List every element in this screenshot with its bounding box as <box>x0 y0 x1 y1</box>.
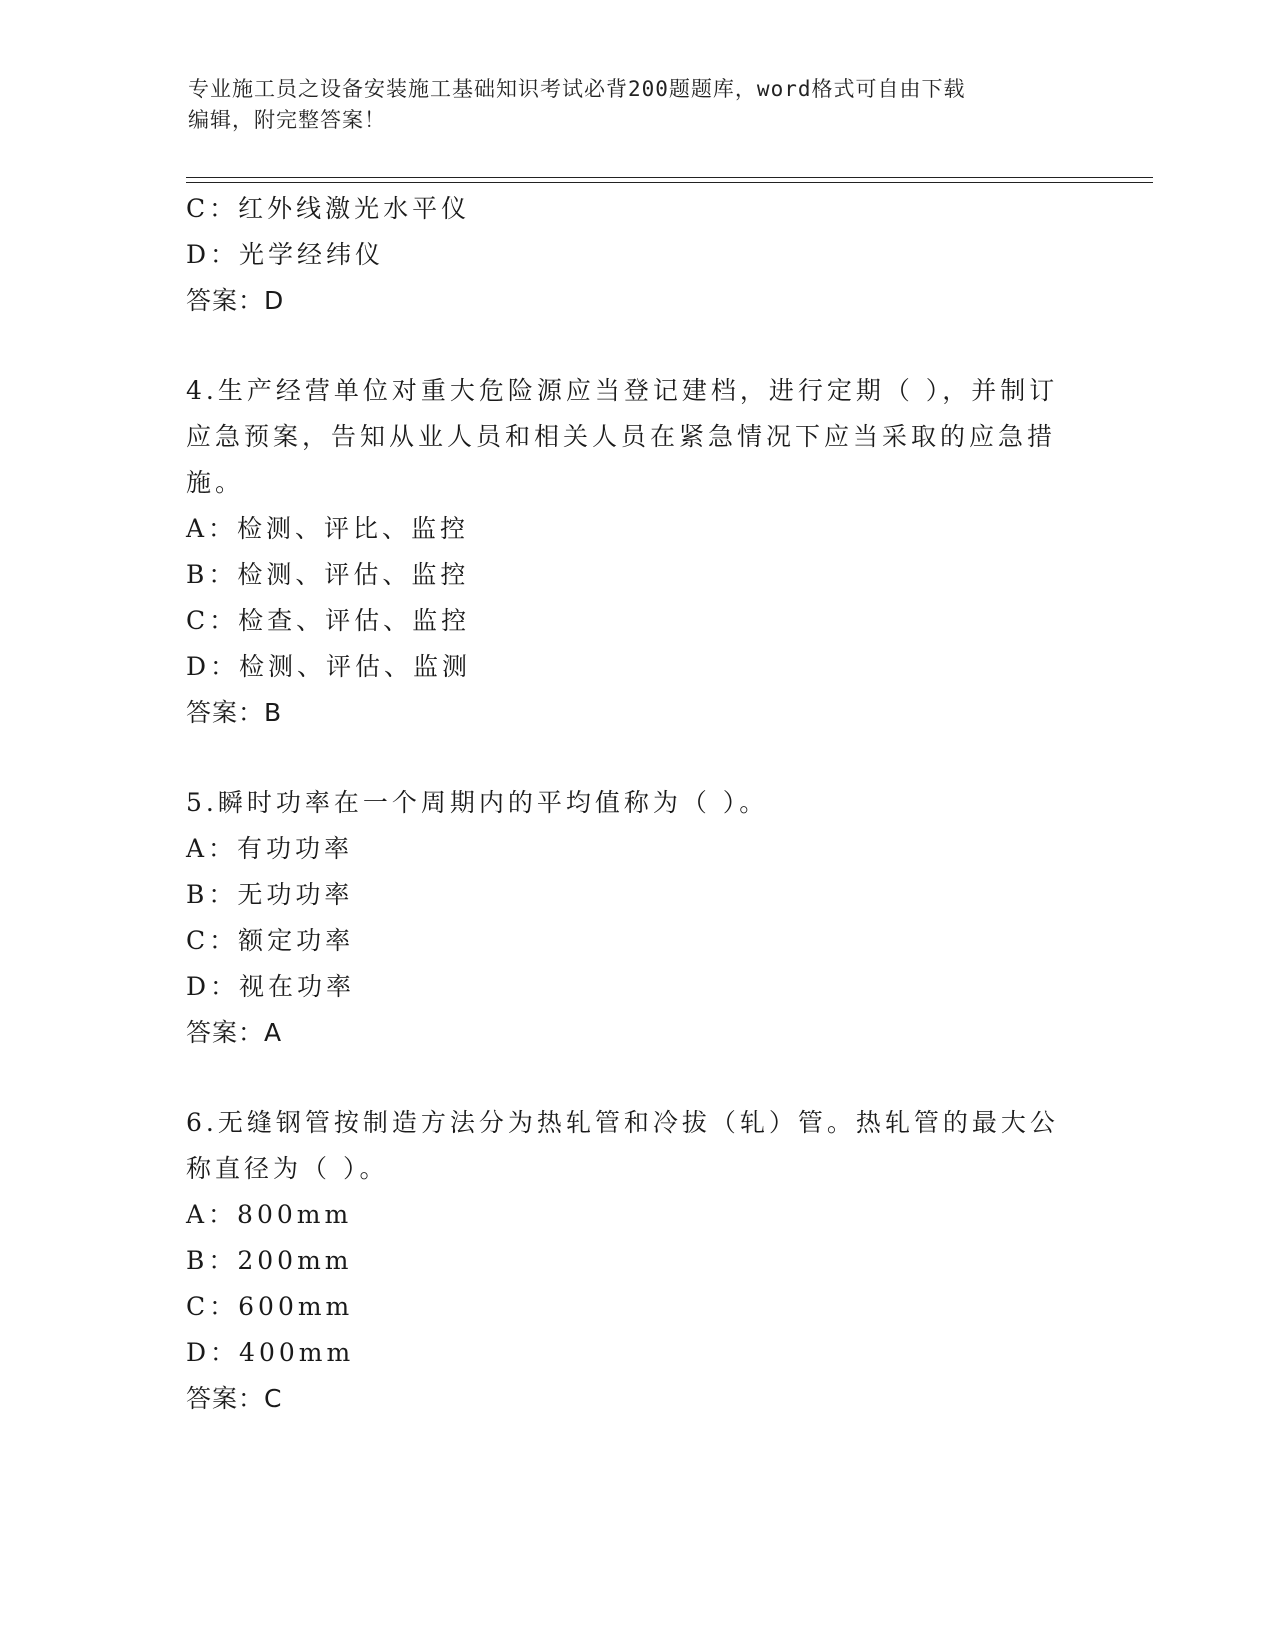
answer: 答案：A <box>186 1018 283 1047</box>
answer: 答案：D <box>186 286 285 315</box>
option-a: A：有功功率 <box>186 834 354 863</box>
document-header <box>188 74 1068 136</box>
question-6 <box>186 1100 1086 1422</box>
answer: 答案：C <box>186 1384 283 1413</box>
option-d: D：检测、评估、监测 <box>186 652 472 681</box>
question-content <box>186 186 1086 1422</box>
option-a: A：800mm <box>186 1200 353 1229</box>
spacer <box>186 736 1086 780</box>
option-c: C：红外线激光水平仪 <box>186 194 471 223</box>
question-stem-line: 4.生产经营单位对重大危险源应当登记建档，进行定期（ ），并制订 <box>186 376 1059 405</box>
question-stem-line: 5.瞬时功率在一个周期内的平均值称为（ ）。 <box>186 788 769 817</box>
question-stem-line: 6.无缝钢管按制造方法分为热轧管和冷拔（轧）管。热轧管的最大公 <box>186 1108 1059 1137</box>
option-b: B：检测、评估、监控 <box>186 560 470 589</box>
option-b: B：200mm <box>186 1246 353 1275</box>
spacer <box>186 1056 1086 1100</box>
option-c: C：600mm <box>186 1292 354 1321</box>
option-c: C：检查、评估、监控 <box>186 606 471 635</box>
option-a: A：检测、评比、监控 <box>186 514 470 543</box>
option-d: D：光学经纬仪 <box>186 240 385 269</box>
option-c: C：额定功率 <box>186 926 355 955</box>
header-divider-top <box>186 177 1153 178</box>
question-4 <box>186 368 1086 736</box>
spacer <box>186 324 1086 368</box>
question-stem-line: 称直径为（ ）。 <box>186 1154 389 1183</box>
question-stem-line: 应急预案，告知从业人员和相关人员在紧急情况下应当采取的应急措 <box>186 422 1057 451</box>
header-line-1: 专业施工员之设备安装施工基础知识考试必背200题题库，word格式可自由下载 <box>188 77 966 101</box>
question-5 <box>186 780 1086 1056</box>
option-d: D：400mm <box>186 1338 355 1367</box>
question-3-tail <box>186 186 1086 324</box>
header-line-2: 编辑，附完整答案！ <box>188 108 386 132</box>
option-d: D：视在功率 <box>186 972 356 1001</box>
header-divider-bottom <box>186 182 1153 183</box>
question-stem-line: 施。 <box>186 468 245 497</box>
answer: 答案：B <box>186 698 283 727</box>
option-b: B：无功功率 <box>186 880 354 909</box>
